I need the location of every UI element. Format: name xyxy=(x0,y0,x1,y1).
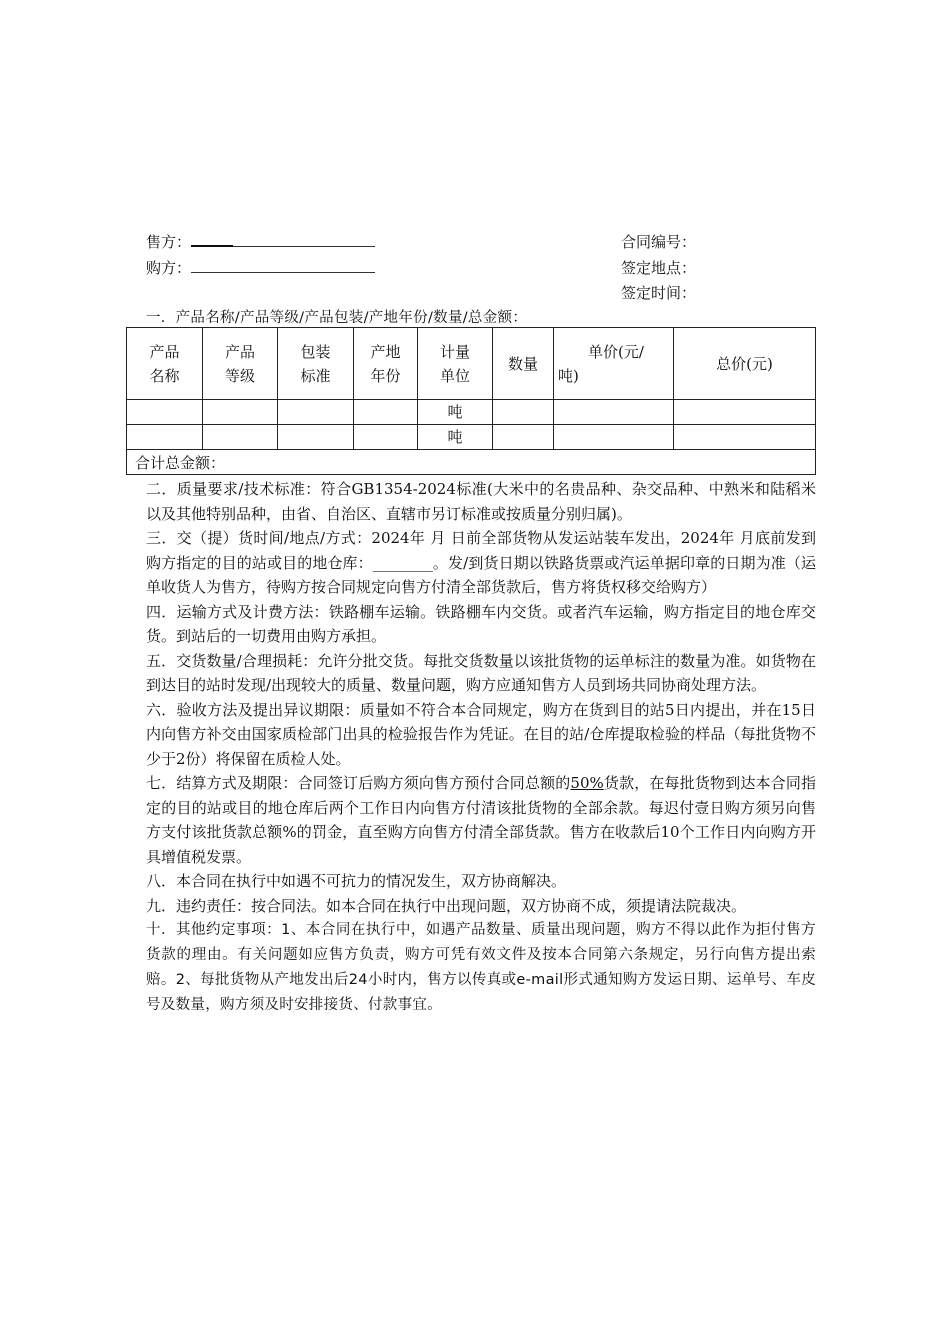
th-origin-year: 产地 年份 xyxy=(354,328,418,400)
th-unit: 计量 单位 xyxy=(418,328,493,400)
clause-3: 三．交（提）货时间/地点/方式：2024年 月 日前全部货物从发运站装车发出，2024年 月底前发到购方指定的目的站或目的地仓库：________。发/到货日期以铁路货票或汽运单据印章的日期为准（运单收货人为售方，待购方按合同规定向售方付清全部货款后，售方将货权移交给购方） xyxy=(146,529,816,596)
contract-no-label: 合同编号： xyxy=(621,233,697,251)
clause-8: 八．本合同在执行中如遇不可抗力的情况发生，双方协商解决。 xyxy=(146,872,567,890)
goods-table xyxy=(126,327,816,475)
buyer-blank xyxy=(191,258,375,273)
th-product-name: 产品 名称 xyxy=(127,328,203,400)
sign-time-label: 签定时间： xyxy=(621,284,697,302)
seller-blank-bold xyxy=(191,231,233,247)
sign-place-label: 签定地点： xyxy=(621,259,697,277)
seller-field xyxy=(146,231,375,252)
row2-unit: 吨 xyxy=(418,425,493,450)
th-total-price: 总价(元) xyxy=(674,328,816,400)
clause-7: 七．结算方式及期限：合同签订后购方须向售方预付合同总额的50%货款，在每批货物到达本合同指定的目的站或目的地仓库后两个工作日内向售方付清该批货物的全部余款。每迟付壹日购方须另向售方支付该批货款总额%的罚金，直至购方向售方付清全部货款。售方在收款后10个工作日内向购方开具增值税发票。 xyxy=(146,774,816,866)
seller-label: 售方： xyxy=(146,233,192,251)
table-header-row xyxy=(127,328,816,400)
clause-4: 四．运输方式及计费方法：铁路棚车运输。铁路棚车内交货。或者汽车运输，购方指定目的地仓库交货。到站后的一切费用由购方承担。 xyxy=(146,602,816,645)
th-quantity: 数量 xyxy=(493,328,554,400)
contract-clauses xyxy=(146,477,816,1018)
table-row xyxy=(127,400,816,425)
seller-blank xyxy=(233,232,375,247)
total-amount-label: 合计总金额： xyxy=(127,450,816,475)
clause-2: 二．质量要求/技术标准：符合GB1354-2024标准(大米中的名贵品种、杂交品种、中熟米和陆稻米以及其他特别品种，由省、自治区、直辖市另订标准或按质量分别归属)。 xyxy=(146,480,816,523)
clause-6: 六．验收方法及提出异议期限：质量如不符合本合同规定，购方在货到目的站5日内提出，并在15日内向售方补交由国家质检部门出具的检验报告作为凭证。在目的站/仓库提取检验的样品（每批货物不少于2份）将保留在质检人处。 xyxy=(146,700,816,768)
row1-unit: 吨 xyxy=(418,400,493,425)
table-row xyxy=(127,425,816,450)
th-packaging: 包装 标准 xyxy=(278,328,354,400)
th-unit-price: 单价(元/ 吨) xyxy=(554,328,674,400)
clause-3-blank: ________ xyxy=(372,553,433,572)
clause-9: 九．违约责任：按合同法。如本合同在执行中出现问题，双方协商不成，须提请法院裁决。 xyxy=(146,896,747,915)
section1-title: 一．产品名称/产品等级/产品包装/产地年份/数量/总金额： xyxy=(146,310,528,326)
buyer-field xyxy=(146,257,375,278)
clause-10: 十．其他约定事项：1、本合同在执行中，如遇产品数量、质量出现问题，购方不得以此作为拒付售方货款的理由。有关问题如应售方负责，购方可凭有效文件及按本合同第六条规定，另行向售方提出索赔。2、每批货物从产地发出后24小时内，售方以传真或e-mail形式通知购方发运日期、运单号、车皮号及数量，购方须及时安排接货、付款事宜。 xyxy=(146,922,816,1013)
clause-5: 五．交货数量/合理损耗：允许分批交货。每批交货数量以该批货物的运单标注的数量为准。如货物在到达目的站时发现/出现较大的质量、数量问题，购方应通知售方人员到场共同协商处理方法。 xyxy=(146,651,816,694)
th-product-grade: 产品 等级 xyxy=(203,328,278,400)
advance-percent: 50% xyxy=(570,774,604,792)
buyer-label: 购方： xyxy=(146,259,192,277)
table-total-row xyxy=(127,450,816,475)
